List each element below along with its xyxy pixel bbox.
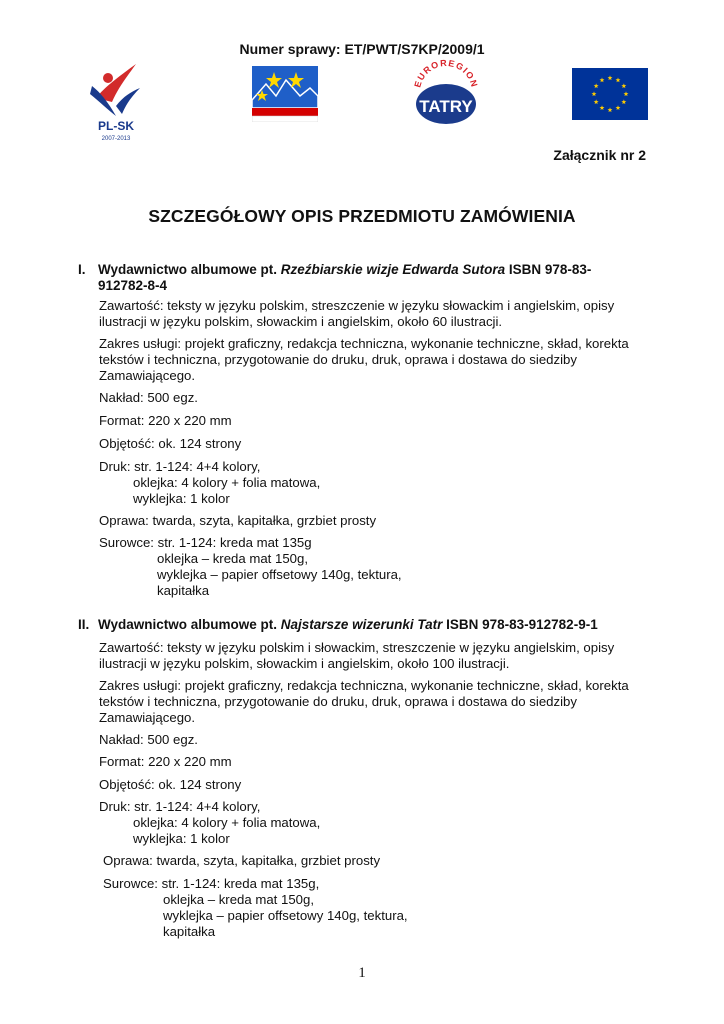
section-2-contents: Zawartość: teksty w języku polskim i słowackim, streszczenie w języku angielskim, opisy ilustracji w języku polskim, słowackim i angielskim, około 100 ilustracji. (99, 640, 615, 671)
euroregion-tatry-logo (410, 58, 482, 128)
section-2-print: Druk: str. 1-124: 4+4 kolory, oklejka: 4 kolory + folia matowa, wyklejka: 1 kolor (99, 799, 321, 846)
section-1-title: Rzeźbiarskie wizje Edwarda Sutora (280, 262, 506, 277)
section-1-heading: I. Wydawnictwo albumowe pt. Rzeźbiarskie wizje Edwarda Sutora ISBN 978-83- 912782-8-4 (78, 262, 592, 293)
section-2-numeral: II. (78, 617, 90, 632)
section-1-scope: Zakres usługi: projekt graficzny, redakcja techniczna, wykonanie techniczne, skład, korekta tekstów i techniczna, przygotowanie do druku, druk, oprawa i dostawa do siedziby Zamawiającego. (99, 336, 629, 383)
section-2-materials: Surowce: str. 1-124: kreda mat 135g, oklejka – kreda mat 150g, wyklejka – papier offsetowy 140g, tektura, kapitałka (103, 876, 408, 939)
case-number: Numer sprawy: ET/PWT/S7KP/2009/1 (239, 41, 485, 57)
section-1-volume: Objętość: ok. 124 strony (99, 436, 242, 451)
region-flag-logo (252, 66, 318, 122)
section-1-materials: Surowce: str. 1-124: kreda mat 135g oklejka – kreda mat 150g, wyklejka – papier offsetowy 140g, tektura, kapitałka (99, 535, 402, 598)
tatry-arc-text: EUROREGION (412, 58, 480, 89)
section-2-title: Najstarsze wizerunki Tatr (280, 617, 443, 632)
section-2-binding: Oprawa: twarda, szyta, kapitałka, grzbiet prosty (103, 853, 381, 868)
section-2-format: Format: 220 x 220 mm (99, 754, 232, 769)
eu-flag-logo (572, 68, 648, 120)
section-1-contents: Zawartość: teksty w języku polskim, streszczenie w języku słowackim i angielskim, opisy ilustracji w języku polskim, słowackim i angielskim, około 60 ilustracji. (99, 298, 615, 329)
section-1-format: Format: 220 x 220 mm (99, 413, 232, 428)
section-1-run: Nakład: 500 egz. (99, 390, 198, 405)
annex-label: Załącznik nr 2 (553, 147, 646, 163)
page-number: 1 (358, 965, 366, 981)
section-2-heading: II. Wydawnictwo albumowe pt. Najstarsze wizerunki Tatr ISBN 978-83-912782-9-1 (78, 617, 598, 632)
plsk-logo-text: PL-SK (98, 119, 134, 133)
section-2-scope: Zakres usługi: projekt graficzny, redakcja techniczna, wykonanie techniczne, skład, korekta tekstów i techniczna, przygotowanie do druku, druk, oprawa i dostawa do siedziby Zamawiającego. (99, 678, 629, 725)
plsk-logo-years: 2007-2013 (101, 136, 131, 142)
tatry-word: TATRY (419, 97, 473, 116)
section-1-print: Druk: str. 1-124: 4+4 kolory, oklejka: 4 kolory + folia matowa, wyklejka: 1 kolor (99, 459, 321, 506)
pl-sk-program-logo (86, 58, 146, 144)
section-2-volume: Objętość: ok. 124 strony (99, 777, 242, 792)
section-2-run: Nakład: 500 egz. (99, 732, 198, 747)
section-1-binding: Oprawa: twarda, szyta, kapitałka, grzbiet prosty (99, 513, 377, 528)
document-title: SZCZEGÓŁOWY OPIS PRZEDMIOTU ZAMÓWIENIA (148, 206, 576, 226)
section-1-numeral: I. (78, 262, 86, 277)
